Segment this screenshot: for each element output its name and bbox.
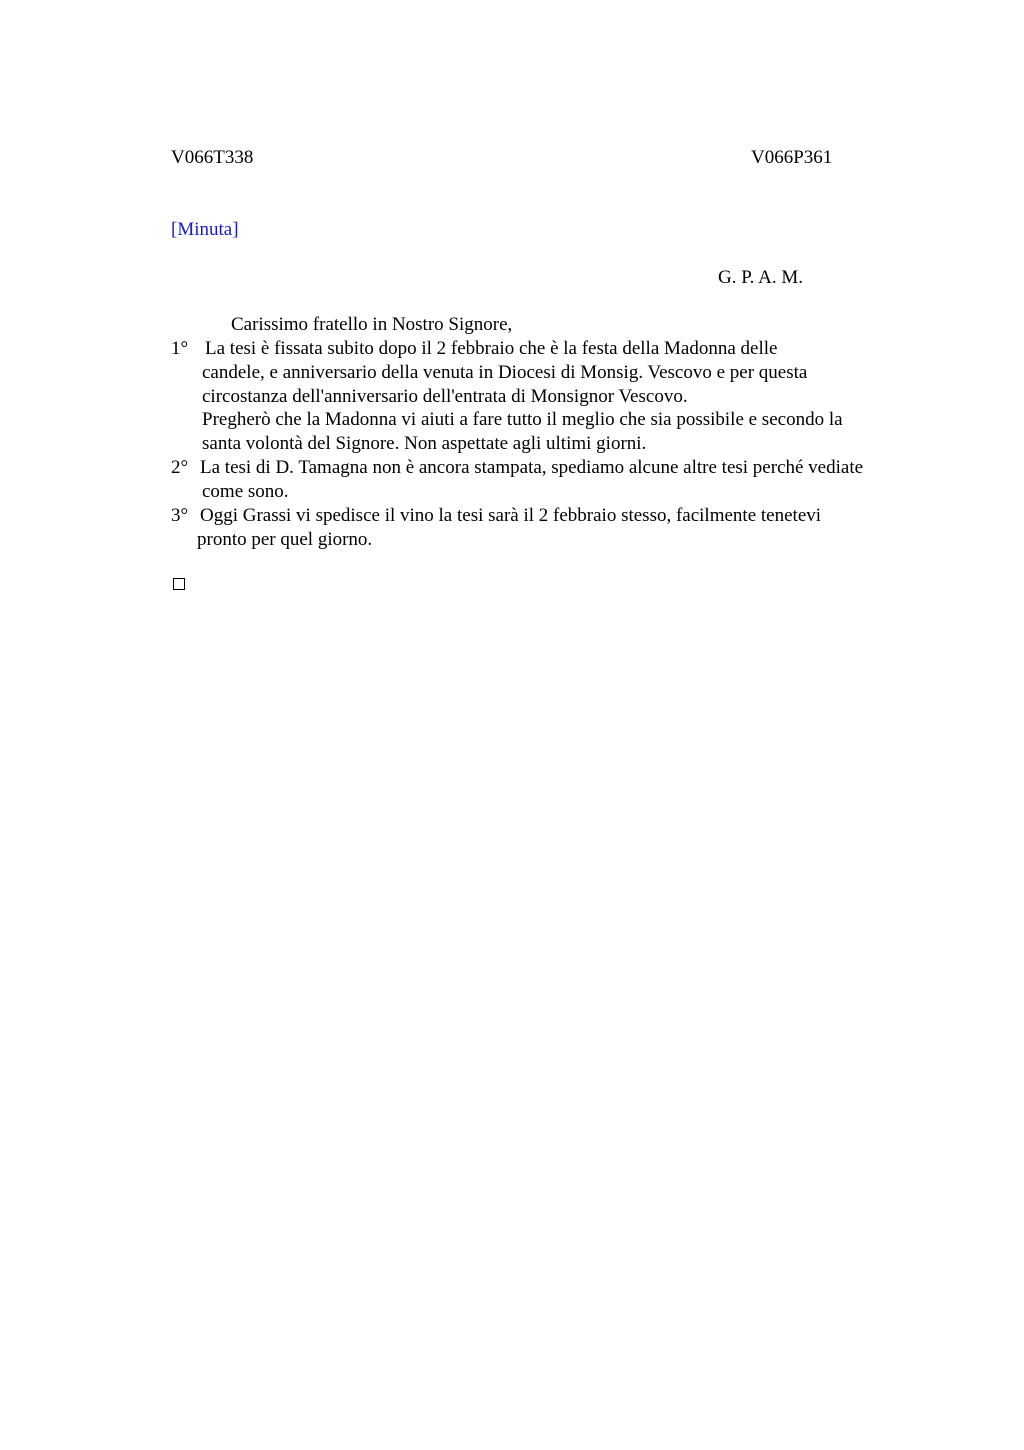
document-code-right: V066P361 <box>751 147 833 168</box>
item-line: come sono. <box>202 481 289 502</box>
document-code-left: V066T338 <box>171 147 254 168</box>
item-number: 3° <box>171 505 189 526</box>
item-line: Pregherò che la Madonna vi aiuti a fare tutto il meglio che sia possibile e secondo la <box>202 409 843 430</box>
end-marker-box <box>173 578 185 590</box>
item-number: 2° <box>171 457 189 478</box>
item-line: santa volontà del Signore. Non aspettate agli ultimi giorni. <box>202 433 647 454</box>
minuta-label: [Minuta] <box>171 219 239 240</box>
item-line: circostanza dell'anniversario dell'entrata di Monsignor Vescovo. <box>202 386 688 407</box>
motto: G. P. A. M. <box>718 267 803 288</box>
item-number: 1° <box>171 338 189 359</box>
item-line: Oggi Grassi vi spedisce il vino la tesi sarà il 2 febbraio stesso, facilmente tenetevi <box>200 505 822 526</box>
item-line: La tesi di D. Tamagna non è ancora stampata, spediamo alcune altre tesi perché vediate <box>200 457 864 478</box>
salutation: Carissimo fratello in Nostro Signore, <box>231 314 513 335</box>
item-line: candele, e anniversario della venuta in Diocesi di Monsig. Vescovo e per questa <box>202 362 808 383</box>
item-line: pronto per quel giorno. <box>197 529 373 550</box>
item-line: La tesi è fissata subito dopo il 2 febbraio che è la festa della Madonna delle <box>205 338 778 359</box>
